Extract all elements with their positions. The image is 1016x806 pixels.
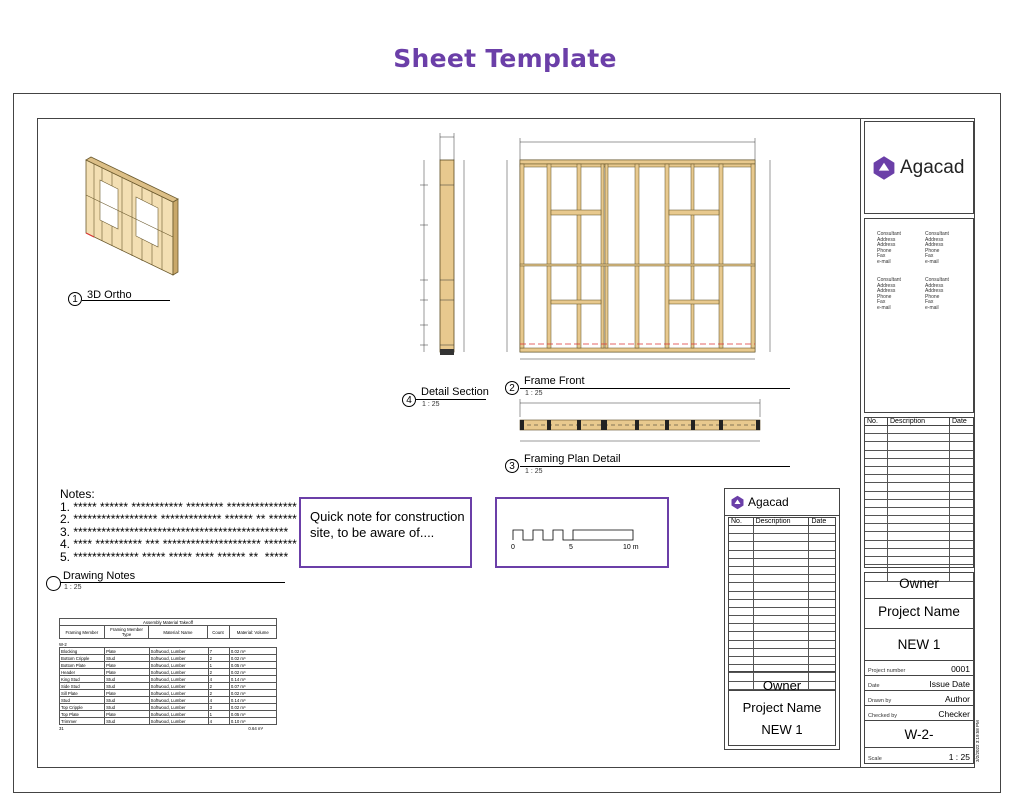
revision-header <box>865 418 973 426</box>
consultant-line: Address <box>925 288 944 295</box>
project-info-panel <box>864 572 974 764</box>
scale-bar-label-0: 0 <box>511 544 515 551</box>
note-item: 3. ********************************************** <box>60 525 289 539</box>
checked-by-value: Checker <box>938 709 970 719</box>
rev-col-no: No. <box>729 518 754 525</box>
table-row <box>60 711 277 718</box>
table-cell: 0.14 m³ <box>229 676 276 683</box>
revision-row <box>729 632 835 640</box>
revision-row <box>865 549 973 557</box>
table-row <box>60 676 277 683</box>
revision-row <box>865 459 973 467</box>
mini-logo <box>725 489 839 516</box>
material-table-title: Assembly Material Takeoff <box>60 619 277 626</box>
table-cell: 4 <box>208 697 229 704</box>
revision-row <box>729 592 835 600</box>
scale-label: Scale <box>868 756 882 762</box>
revision-row <box>729 567 835 575</box>
rev-col-no: No. <box>865 418 888 425</box>
detail-section-underline <box>416 399 486 400</box>
owner-text: Owner <box>899 576 939 591</box>
date-value: Issue Date <box>929 679 970 689</box>
detail-section-scale: 1 : 25 <box>422 401 440 408</box>
table-cell: 2 <box>208 655 229 662</box>
table-cell: Softwood, Lumber <box>149 704 208 711</box>
consultant-line: Address <box>925 282 944 289</box>
table-cell: Softwood, Lumber <box>149 655 208 662</box>
material-total-label: 31 <box>59 726 64 731</box>
table-cell: 1 <box>208 662 229 669</box>
consultant-line: e-mail <box>925 258 939 265</box>
table-cell: 3 <box>208 704 229 711</box>
material-group-label: W-2 <box>59 642 67 647</box>
table-cell: 4 <box>208 718 229 725</box>
revision-row <box>865 541 973 549</box>
project-number-value: 0001 <box>951 664 970 674</box>
rev-col-date: Date <box>811 518 827 525</box>
consultant-block <box>877 232 901 266</box>
table-cell: 1 <box>208 711 229 718</box>
table-row <box>60 718 277 725</box>
revision-row <box>865 483 973 491</box>
table-cell: Plate <box>105 662 150 669</box>
agacad-logo-icon <box>871 155 897 181</box>
rev-col-description: Description <box>754 518 810 525</box>
scale-row <box>865 748 973 763</box>
table-cell: 0.02 m³ <box>229 655 276 662</box>
revision-row <box>865 434 973 442</box>
frame-front-drawing <box>495 130 785 370</box>
table-row <box>60 648 277 655</box>
consultant-line: Phone <box>877 293 892 300</box>
frame-front-underline <box>520 388 790 389</box>
revision-row <box>729 559 835 567</box>
revision-row <box>729 608 835 616</box>
consultants-panel <box>864 218 974 413</box>
material-table-header: Material: Name <box>149 626 207 639</box>
revision-row <box>729 600 835 608</box>
table-cell: 2 <box>208 690 229 697</box>
consultant-line: Consultant <box>925 277 949 283</box>
table-cell: 0.14 m³ <box>229 697 276 704</box>
mini-title-block <box>724 488 840 750</box>
drawing-notes-label: Drawing Notes <box>63 570 136 582</box>
plan-detail-underline <box>520 466 790 467</box>
drawn-by-label: Drawn by <box>868 698 892 704</box>
table-cell: 0.07 m³ <box>229 683 276 690</box>
table-cell: Plate <box>105 690 150 697</box>
revision-row <box>729 526 835 534</box>
material-total-row <box>59 726 277 731</box>
table-cell: Stud <box>105 718 150 725</box>
drawing-notes-underline <box>60 582 285 583</box>
sheet-number-field <box>865 721 973 748</box>
revision-row <box>865 451 973 459</box>
project-name-text: Project Name <box>878 604 960 619</box>
drawn-by-row <box>865 691 973 706</box>
rev-col-date: Date <box>952 418 967 425</box>
consultant-line: Consultant <box>925 231 949 237</box>
table-cell: Softwood, Lumber <box>149 690 208 697</box>
revision-row <box>865 442 973 450</box>
agacad-logo-icon <box>730 495 745 510</box>
table-cell: Stud <box>60 697 105 704</box>
project-number-row <box>865 661 973 676</box>
drawing-notes-circle <box>46 576 61 591</box>
revision-row <box>729 657 835 665</box>
view-number-circle: 1 <box>68 292 82 306</box>
consultant-line: Fax <box>925 253 934 260</box>
consultant-line: Address <box>877 288 896 295</box>
consultant-line: Address <box>925 236 944 243</box>
scale-bar-graphic <box>509 525 634 545</box>
table-cell: Softwood, Lumber <box>149 697 208 704</box>
consultant-block <box>877 278 901 312</box>
revision-panel <box>864 417 974 568</box>
date-label: Date <box>868 683 880 689</box>
logo-text: Agacad <box>900 156 965 178</box>
table-cell: 0.05 m³ <box>229 662 276 669</box>
page-title: Sheet Template <box>393 44 617 73</box>
owner-field <box>865 573 973 599</box>
mini-project-info <box>728 671 836 746</box>
table-row <box>60 690 277 697</box>
note-item: 2. ****************** ************* ****** ** ****** <box>60 512 297 526</box>
revision-row <box>865 467 973 475</box>
material-table-header: Framing Member <box>60 626 105 639</box>
mini-logo-text: Agacad <box>748 495 789 509</box>
material-table-header: Framing Member Type <box>104 626 149 639</box>
frame-front-label: Frame Front <box>524 375 585 387</box>
logo-panel <box>864 121 974 214</box>
checked-by-label: Checked by <box>868 713 898 719</box>
consultant-line: Consultant <box>877 231 901 237</box>
consultant-line: e-mail <box>925 304 939 311</box>
table-cell: Bottom Cripple <box>60 655 105 662</box>
revision-row <box>729 534 835 542</box>
consultant-line: Address <box>877 236 896 243</box>
revision-row <box>865 475 973 483</box>
table-cell: Top Plate <box>60 711 105 718</box>
table-cell: 0.10 m³ <box>229 718 276 725</box>
note-item: 4. **** ********** *** ********************* ******* <box>60 537 297 551</box>
sheet-number-text: W-2- <box>904 727 934 742</box>
revision-row <box>865 557 973 565</box>
table-cell: Side Stud <box>60 683 105 690</box>
sheet-name-text: NEW 1 <box>897 637 941 652</box>
revision-row <box>865 532 973 540</box>
title-block <box>860 118 975 768</box>
table-cell: Softwood, Lumber <box>149 669 208 676</box>
drawing-notes-scale: 1 : 25 <box>64 584 82 591</box>
table-cell: 0.02 m³ <box>229 669 276 676</box>
table-cell: 2 <box>208 683 229 690</box>
table-cell: Stud <box>105 704 150 711</box>
table-cell: Plate <box>105 648 150 655</box>
consultant-line: e-mail <box>877 304 891 311</box>
table-cell: 2 <box>208 669 229 676</box>
plan-detail-label: Framing Plan Detail <box>524 453 621 465</box>
detail-section-drawing <box>410 125 470 365</box>
table-cell: Softwood, Lumber <box>149 683 208 690</box>
project-name-field <box>865 599 973 629</box>
revision-row <box>729 641 835 649</box>
note-item: 5. ************** ***** ***** **** ****** ** ***** <box>60 550 289 564</box>
table-cell: Softwood, Lumber <box>149 648 208 655</box>
material-takeoff-table <box>59 618 277 731</box>
table-cell: Header <box>60 669 105 676</box>
table-row <box>60 662 277 669</box>
table-cell: King Stud <box>60 676 105 683</box>
consultant-block <box>925 232 949 266</box>
date-row <box>865 676 973 691</box>
table-cell: Blocking <box>60 648 105 655</box>
table-cell: 0.05 m³ <box>229 711 276 718</box>
table-cell: Bottom Plate <box>60 662 105 669</box>
checked-by-row <box>865 706 973 721</box>
mini-owner: Owner <box>762 678 802 693</box>
table-cell: Softwood, Lumber <box>149 718 208 725</box>
revision-row <box>729 649 835 657</box>
table-cell: Stud <box>105 683 150 690</box>
revision-row <box>729 616 835 624</box>
revision-row <box>729 575 835 583</box>
material-table <box>59 618 277 639</box>
revision-row <box>865 492 973 500</box>
table-cell: Softwood, Lumber <box>149 676 208 683</box>
sheet-name-field <box>865 629 973 661</box>
table-cell: 0.02 m³ <box>229 648 276 655</box>
ortho-view-underline <box>82 300 170 301</box>
view-number-circle: 2 <box>505 381 519 395</box>
table-row <box>60 704 277 711</box>
material-table-header: Count <box>207 626 229 639</box>
view-number-circle: 4 <box>402 393 416 407</box>
view-number-circle: 3 <box>505 459 519 473</box>
project-number-label: Project number <box>868 668 906 674</box>
table-cell: Plate <box>105 669 150 676</box>
revision-row <box>729 624 835 632</box>
consultant-line: Consultant <box>877 277 901 283</box>
mini-project-name: Project Name <box>742 700 822 715</box>
table-cell: 4 <box>208 676 229 683</box>
revision-row <box>865 500 973 508</box>
revision-row <box>865 516 973 524</box>
frame-front-scale: 1 : 25 <box>525 390 543 397</box>
table-cell: Sill Plate <box>60 690 105 697</box>
table-cell: Trimmer <box>60 718 105 725</box>
table-cell: Softwood, Lumber <box>149 711 208 718</box>
consultant-block <box>925 278 949 312</box>
revision-row <box>865 426 973 434</box>
table-cell: Stud <box>105 655 150 662</box>
revision-row <box>865 508 973 516</box>
consultant-line: Phone <box>925 247 940 254</box>
mini-revision-header <box>728 517 836 526</box>
consultant-line: Fax <box>925 299 934 306</box>
table-cell: Plate <box>105 711 150 718</box>
scale-bar-box <box>495 497 669 568</box>
ortho-view-label: 3D Ortho <box>87 289 132 301</box>
scale-value: 1 : 25 <box>948 752 970 762</box>
table-row <box>60 655 277 662</box>
table-cell: 0.02 m³ <box>229 690 276 697</box>
rev-col-description: Description <box>888 418 950 425</box>
table-row <box>60 683 277 690</box>
drawn-by-value: Author <box>944 694 970 704</box>
quick-note-box <box>299 497 472 568</box>
consultant-line: Address <box>877 282 896 289</box>
table-cell: 0.02 m³ <box>229 704 276 711</box>
scale-bar-label-10: 10 m <box>623 544 639 551</box>
ortho-3d-wall-view <box>78 155 188 285</box>
consultant-line: Address <box>925 242 944 249</box>
revision-row <box>729 551 835 559</box>
revision-rows <box>865 426 973 582</box>
plan-detail-scale: 1 : 25 <box>525 468 543 475</box>
consultant-line: Phone <box>925 293 940 300</box>
table-cell: Softwood, Lumber <box>149 662 208 669</box>
table-cell: 7 <box>208 648 229 655</box>
revision-row <box>865 524 973 532</box>
mini-sheet-name: NEW 1 <box>761 722 803 737</box>
material-table-body <box>59 647 277 725</box>
table-cell: Stud <box>105 676 150 683</box>
revision-row <box>729 542 835 550</box>
material-table-header: Material: Volume <box>229 626 276 639</box>
consultant-line: e-mail <box>877 258 891 265</box>
consultant-line: Fax <box>877 299 886 306</box>
notes-title: Notes: <box>60 487 95 501</box>
detail-section-label: Detail Section <box>421 386 489 398</box>
quick-note-text: Quick note for construction site, to be aware of.... <box>310 509 465 540</box>
mini-revision-rows <box>728 526 836 691</box>
consultant-line: Phone <box>877 247 892 254</box>
consultant-line: Address <box>877 242 896 249</box>
table-row <box>60 669 277 676</box>
table-cell: Stud <box>105 697 150 704</box>
note-item: 1. ***** ****** *********** ******** *************** <box>60 500 297 514</box>
material-total-value: 0.64 m³ <box>248 726 263 731</box>
framing-plan-drawing <box>485 395 790 445</box>
print-timestamp: 3/2/2022 3:19:58 PM <box>975 720 980 762</box>
revision-row <box>729 583 835 591</box>
table-row <box>60 697 277 704</box>
table-cell: Top Cripple <box>60 704 105 711</box>
consultant-line: Fax <box>877 253 886 260</box>
scale-bar-label-5: 5 <box>569 544 573 551</box>
